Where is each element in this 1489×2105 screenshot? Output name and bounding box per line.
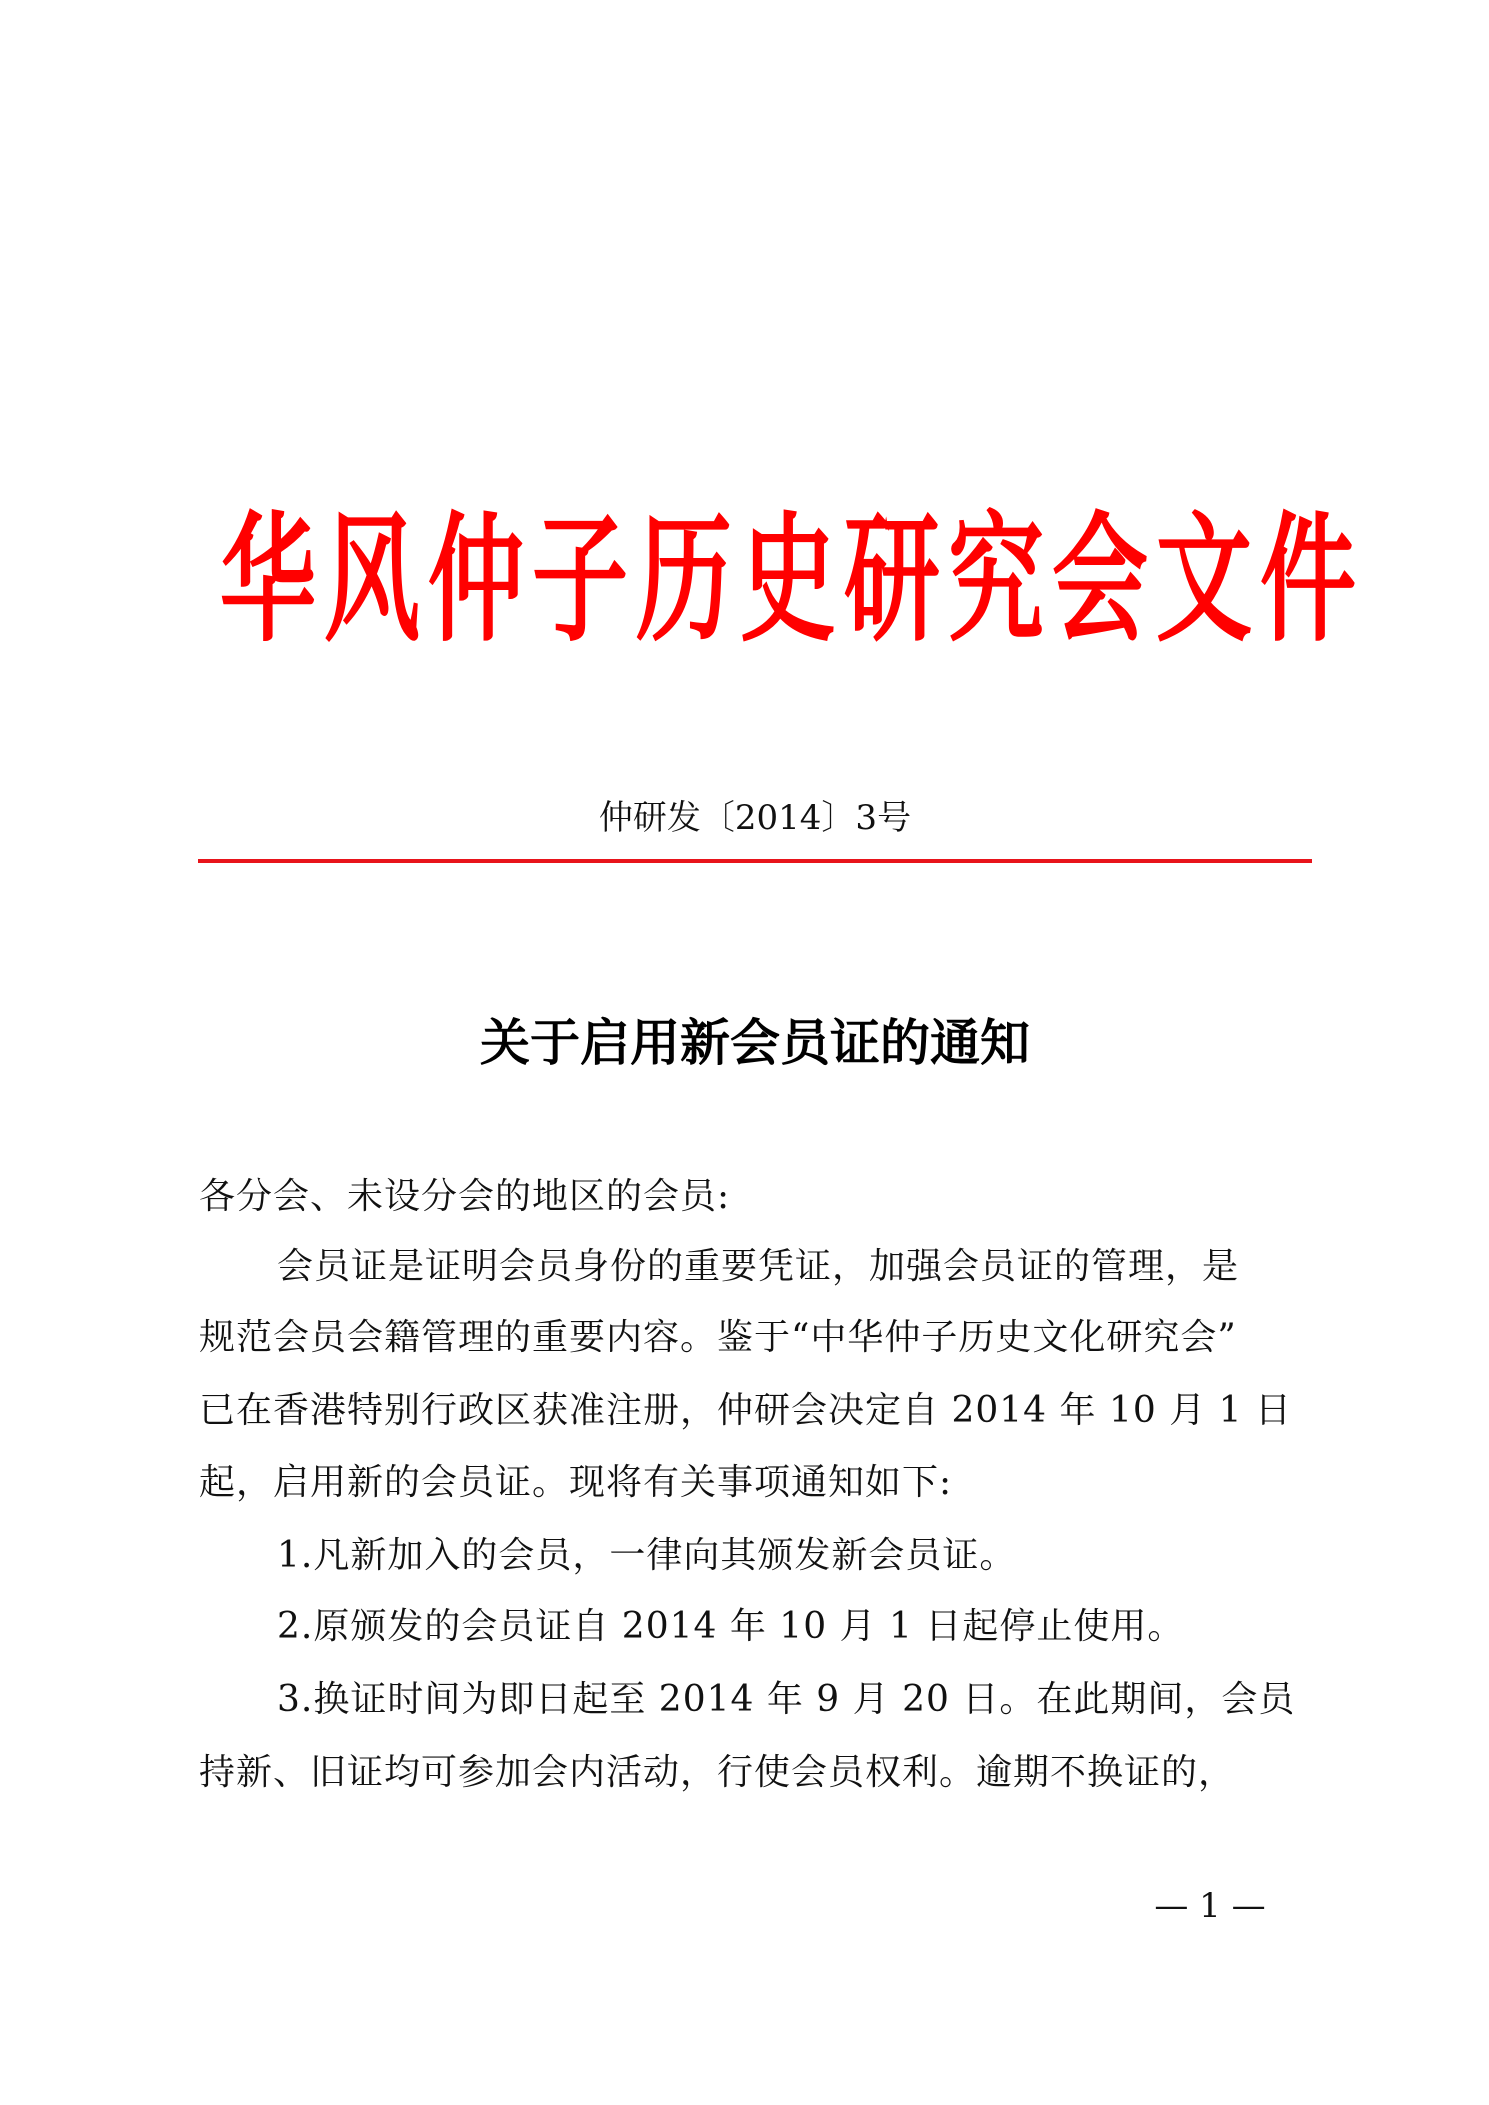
list-item: 2.原颁发的会员证自 2014 年 10 月 1 日起停止使用。 [277, 1606, 1185, 1647]
document-number: 仲研发〔2014〕3号 [598, 798, 912, 838]
salutation: 各分会、未设分会的地区的会员: [199, 1176, 731, 1217]
paragraph-line: 规范会员会籍管理的重要内容。鉴于“中华仲子历史文化研究会” [199, 1317, 1237, 1358]
paragraph-line: 起，启用新的会员证。现将有关事项通知如下: [199, 1462, 953, 1503]
organization-title: 华风仲子历史研究会文件 [220, 497, 1364, 662]
paragraph-line: 持新、旧证均可参加会内活动，行使会员权利。逾期不换证的， [199, 1752, 1236, 1793]
list-item: 3.换证时间为即日起至 2014 年 9 月 20 日。在此期间，会员 [277, 1679, 1296, 1720]
list-item: 1.凡新加入的会员，一律向其颁发新会员证。 [277, 1535, 1017, 1576]
notice-title: 关于启用新会员证的通知 [480, 1013, 1030, 1072]
page-number: — 1 — [1154, 1886, 1266, 1926]
red-divider [198, 859, 1312, 863]
paragraph-line: 已在香港特别行政区获准注册，仲研会决定自 2014 年 10 月 1 日 [199, 1390, 1292, 1431]
paragraph-line: 会员证是证明会员身份的重要凭证，加强会员证的管理，是 [277, 1246, 1240, 1287]
